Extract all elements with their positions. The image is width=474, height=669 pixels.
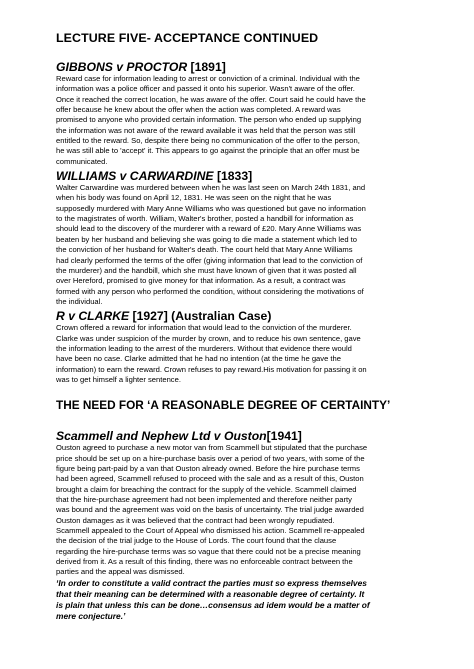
case-year: [1927] (Australian Case)	[132, 309, 272, 324]
case-body-williams: Walter Carwardine was murdered between when he was last seen on March 24th 1831, and when his body was found on April 12, 1831. He was seen on the night that he was supposedly murdered with Mary Anne Williams who was questioned but gave no information to the magistrates of worth. William, Walter's brother, posted a handbill for information as should lead to the discovery of the murderer with a reward of £20. Mary Anne Williams was beaten by her husband and believing she was going to die made a statement which led to the conviction of her husband for Walter's death. The court held that Mary Anne Williams had clearly performed the terms of the offer (giving information that lead to the conviction of the murderer) and the handbill, which she must have known of given that it was posted all over Hereford, promised to give money for that information. As a result, a contract was formed with any person who performed the condition, without considering the motivations of the individual.	[56, 183, 366, 306]
case-heading-clarke	[56, 309, 422, 323]
case-body-scammell: Ouston agreed to purchase a new motor van from Scammell but stipulated that the purchase price should be set up on a hire-purchase basis over a period of two years, with some of the figure being part-paid by a van that Ouston already owned. Before the hire purchase terms had been agreed, Scammell refused to proceed with the sale and as a result of this, Ouston brought a claim for breaching the contract for the supply of the vehicle. Scammell claimed that the hire-purchase agreement had not been implemented and therefore neither party was bound and the agreement was void on the basis of uncertainty. The trial judge awarded Ouston damages as it was believed that the contract had been wrongly repudiated. Scammell appealed to the Court of Appeal who dismissed his action. Scammell re-appealed the decision of the trial judge to the House of Lords. The court found that the clause regarding the hire-purchase terms was so vague that there could not be a precise meaning derived from it. As a result of this finding, there was no enforceable contract between the parties and the appeal was dismissed.	[56, 443, 368, 577]
case-year: [1941]	[266, 429, 302, 444]
case-quote: ‘In order to constitute a valid contract the parties must so express themselves that their meaning can be determined with a reasonable degree of certainty. It is plain that unless this can be done…consensus ad idem would be a matter of mere conjecture.’	[56, 577, 370, 621]
section-title: THE NEED FOR ‘A REASONABLE DEGREE OF CERTAINTY’	[56, 398, 391, 413]
case-year: [1891]	[190, 60, 226, 74]
case-body-gibbons: Reward case for information leading to arrest or conviction of a criminal. Individual with the information was a police officer and passed it onto his superior. Wasn't aware of the offer. Once it reached the correct location, he was aware of the offer. Court said he could have the offer because he knew about the offer when the action was completed. A reward was promised to anyone who provided certain information. The person who ended up supplying the information was not aware of the reward available it was held that the person was still entitled to the reward. So, despite there being no communication of the offer to the person, he was still able to 'accept' it. This appears to go against the principle that an offer must be communicated.	[56, 74, 366, 166]
case-heading-williams	[56, 169, 422, 183]
case-year: [1833]	[216, 169, 253, 184]
case-heading-gibbons	[56, 60, 422, 74]
case-body-clarke: Crown offered a reward for information that would lead to the conviction of the murderer. Clarke was under suspicion of the murder by crown, and to reduce his own sentence, gave the information leading to the arrest of the murderers. Without that evidence there would have been no case. Clarke admitted that he had no intention (at the time he gave the information) to earn the reward. Crown refuses to pay reward.His motivation for passing it on was to get himself a lighter sentence.	[56, 323, 367, 384]
lecture-title: LECTURE FIVE- ACCEPTANCE CONTINUED	[56, 31, 319, 45]
case-name: Scammell and Nephew Ltd v Ouston	[56, 429, 267, 444]
case-name: GIBBONS v PROCTOR	[56, 60, 188, 74]
case-heading-scammell	[56, 429, 422, 443]
case-name: R v CLARKE	[56, 309, 130, 324]
case-name: WILLIAMS v CARWARDINE	[56, 169, 214, 184]
